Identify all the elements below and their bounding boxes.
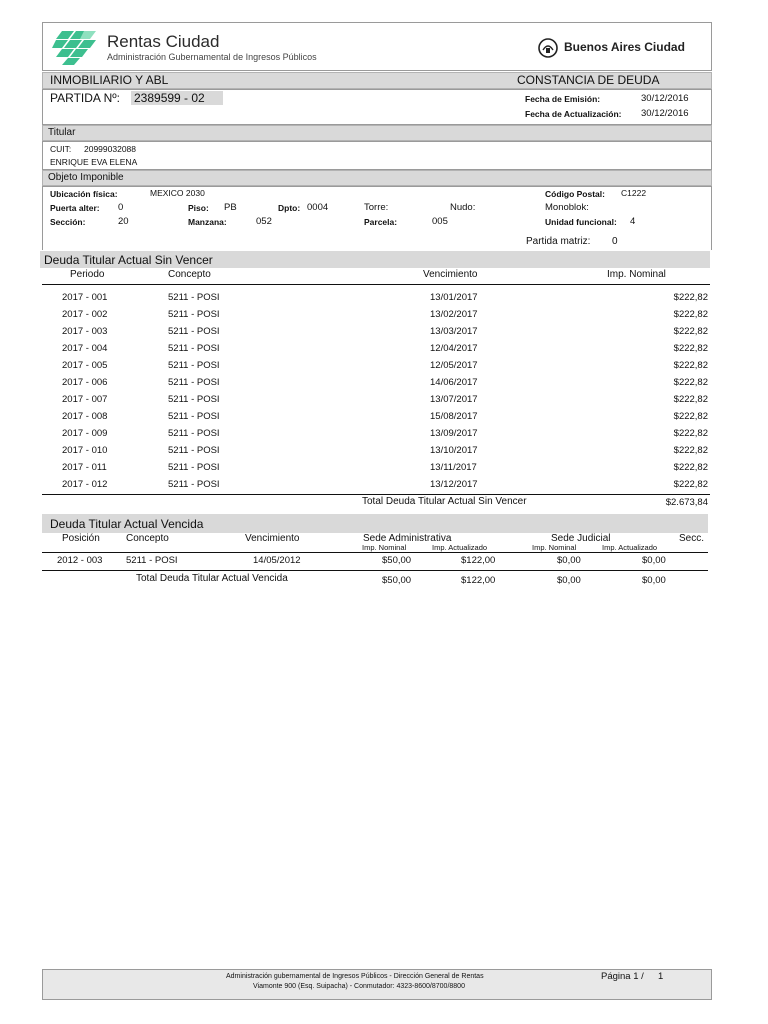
vencida-total-label: Total Deuda Titular Actual Vencida xyxy=(136,573,288,584)
piso-label: Piso: xyxy=(188,203,209,213)
row-imp-nominal: $222,82 xyxy=(673,462,708,473)
sin-vencer-total: $2.673,84 xyxy=(665,497,708,508)
codigo-postal-value: C1222 xyxy=(621,188,647,198)
fecha-actualizacion-label: Fecha de Actualización: xyxy=(525,109,622,119)
partida-label: PARTIDA Nº: xyxy=(50,91,120,105)
row-vencimiento: 13/02/2017 xyxy=(430,309,478,320)
ubicacion-value: MEXICO 2030 xyxy=(150,188,205,198)
vencida-jud-nominal: $0,00 xyxy=(557,555,581,566)
fecha-actualizacion: 30/12/2016 xyxy=(641,108,689,119)
row-periodo: 2017 - 010 xyxy=(62,445,108,456)
row-periodo: 2017 - 003 xyxy=(62,326,108,337)
row-concepto: 5211 - POSI xyxy=(168,462,220,473)
row-periodo: 2017 - 004 xyxy=(62,343,108,354)
row-vencimiento: 12/04/2017 xyxy=(430,343,478,354)
unidad-value: 4 xyxy=(630,216,636,227)
puerta-label: Puerta alter: xyxy=(50,203,100,213)
row-concepto: 5211 - POSI xyxy=(168,479,220,490)
seccion-label: Sección: xyxy=(50,217,86,227)
col-secc: Secc. xyxy=(679,533,705,544)
vencida-total-divider xyxy=(42,570,708,571)
row-vencimiento: 12/05/2017 xyxy=(430,360,478,371)
adm-imp-nominal-label: Imp. Nominal xyxy=(362,543,407,552)
page-total: 1 xyxy=(658,971,664,982)
partida-matriz-label: Partida matriz: xyxy=(526,236,591,247)
vencida-total-jud-actualizado: $0,00 xyxy=(642,575,666,586)
row-concepto: 5211 - POSI xyxy=(168,326,220,337)
row-concepto: 5211 - POSI xyxy=(168,394,220,405)
row-periodo: 2017 - 001 xyxy=(62,292,108,303)
row-vencimiento: 13/03/2017 xyxy=(430,326,478,337)
footer-line-2: Viamonte 900 (Esq. Suipacha) - Conmutador: 4323-8600/8700/8800 xyxy=(253,983,465,990)
vencida-vencimiento: 14/05/2012 xyxy=(253,555,301,566)
row-concepto: 5211 - POSI xyxy=(168,292,220,303)
dpto-label: Dpto: xyxy=(278,203,301,213)
row-vencimiento: 13/12/2017 xyxy=(430,479,478,490)
objeto-bar xyxy=(42,170,712,186)
vencida-header-divider xyxy=(42,552,708,553)
col-concepto-vencida: Concepto xyxy=(126,533,169,544)
piso-value: PB xyxy=(224,202,237,213)
row-concepto: 5211 - POSI xyxy=(168,343,220,354)
brand-subtitle: Administración Gubernamental de Ingresos Públicos xyxy=(107,52,317,62)
sin-vencer-total-label: Total Deuda Titular Actual Sin Vencer xyxy=(362,496,527,507)
row-imp-nominal: $222,82 xyxy=(673,360,708,371)
cuit-label: CUIT: xyxy=(50,144,72,154)
row-periodo: 2017 - 009 xyxy=(62,428,108,439)
col-concepto: Concepto xyxy=(168,269,211,280)
vencida-jud-actualizado: $0,00 xyxy=(642,555,666,566)
row-imp-nominal: $222,82 xyxy=(673,394,708,405)
vencida-concepto: 5211 - POSI xyxy=(126,555,178,566)
fecha-emision-label: Fecha de Emisión: xyxy=(525,94,601,104)
row-vencimiento: 14/06/2017 xyxy=(430,377,478,388)
titular-frame xyxy=(42,141,712,170)
seccion-value: 20 xyxy=(118,216,129,227)
jud-imp-actualizado-label: Imp. Actualizado xyxy=(602,543,658,552)
doc-type: CONSTANCIA DE DEUDA xyxy=(517,73,660,87)
vencida-posicion: 2012 - 003 xyxy=(57,555,103,566)
manzana-label: Manzana: xyxy=(188,217,227,227)
row-concepto: 5211 - POSI xyxy=(168,360,220,371)
row-imp-nominal: $222,82 xyxy=(673,411,708,422)
page-label: Página 1 / xyxy=(601,971,644,982)
dpto-value: 0004 xyxy=(307,202,329,213)
row-imp-nominal: $222,82 xyxy=(673,309,708,320)
row-imp-nominal: $222,82 xyxy=(673,343,708,354)
row-vencimiento: 13/01/2017 xyxy=(430,292,478,303)
row-periodo: 2017 - 002 xyxy=(62,309,108,320)
row-concepto: 5211 - POSI xyxy=(168,428,220,439)
titular-name: ENRIQUE EVA ELENA xyxy=(50,157,138,167)
city-name: Buenos Aires Ciudad xyxy=(564,40,685,54)
row-imp-nominal: $222,82 xyxy=(673,445,708,456)
unidad-label: Unidad funcional: xyxy=(545,217,617,227)
parcela-value: 005 xyxy=(432,216,448,227)
footer-line-1: Administración gubernamental de Ingresos Públicos - Dirección General de Rentas xyxy=(226,973,484,980)
header-divider xyxy=(42,284,710,285)
col-vencimiento-vencida: Vencimiento xyxy=(245,533,300,544)
row-concepto: 5211 - POSI xyxy=(168,309,220,320)
row-concepto: 5211 - POSI xyxy=(168,445,220,456)
objeto-section-label: Objeto Imponible xyxy=(48,172,124,183)
col-periodo: Periodo xyxy=(70,269,105,280)
partida-value: 2389599 - 02 xyxy=(131,91,223,105)
row-imp-nominal: $222,82 xyxy=(673,428,708,439)
nudo-label: Nudo: xyxy=(450,202,476,213)
rentas-logo-icon xyxy=(52,31,96,65)
city-crest-icon xyxy=(538,37,558,59)
titular-bar xyxy=(42,125,712,141)
fecha-emision: 30/12/2016 xyxy=(641,93,689,104)
vencida-total-adm-nominal: $50,00 xyxy=(382,575,412,586)
col-vencimiento: Vencimiento xyxy=(423,269,478,280)
row-concepto: 5211 - POSI xyxy=(168,377,220,388)
cuit-value: 20999032088 xyxy=(84,144,137,154)
vencida-total-jud-nominal: $0,00 xyxy=(557,575,581,586)
row-vencimiento: 13/11/2017 xyxy=(430,462,477,473)
torre-label: Torre: xyxy=(364,202,389,213)
partida-matriz-value: 0 xyxy=(612,236,618,247)
row-imp-nominal: $222,82 xyxy=(673,292,708,303)
vencida-title: Deuda Titular Actual Vencida xyxy=(50,517,204,531)
parcela-label: Parcela: xyxy=(364,217,398,227)
row-imp-nominal: $222,82 xyxy=(673,377,708,388)
row-concepto: 5211 - POSI xyxy=(168,411,220,422)
row-vencimiento: 15/08/2017 xyxy=(430,411,478,422)
adm-imp-actualizado-label: Imp. Actualizado xyxy=(432,543,488,552)
manzana-value: 052 xyxy=(256,216,272,227)
row-imp-nominal: $222,82 xyxy=(673,479,708,490)
col-sede-judicial: Sede Judicial xyxy=(551,533,611,544)
row-imp-nominal: $222,82 xyxy=(673,326,708,337)
col-posicion: Posición xyxy=(62,533,100,544)
row-vencimiento: 13/09/2017 xyxy=(430,428,478,439)
row-periodo: 2017 - 012 xyxy=(62,479,108,490)
total-divider xyxy=(42,494,710,495)
row-periodo: 2017 - 011 xyxy=(62,462,107,473)
col-sede-administrativa: Sede Administrativa xyxy=(363,533,452,544)
monoblok-label: Monoblok: xyxy=(545,202,589,213)
row-periodo: 2017 - 008 xyxy=(62,411,108,422)
brand-title: Rentas Ciudad xyxy=(107,32,220,51)
titular-section-label: Titular xyxy=(48,127,76,138)
row-periodo: 2017 - 007 xyxy=(62,394,108,405)
row-vencimiento: 13/10/2017 xyxy=(430,445,478,456)
row-periodo: 2017 - 006 xyxy=(62,377,108,388)
vencida-adm-actualizado: $122,00 xyxy=(461,555,496,566)
row-periodo: 2017 - 005 xyxy=(62,360,108,371)
codigo-postal-label: Código Postal: xyxy=(545,189,605,199)
row-vencimiento: 13/07/2017 xyxy=(430,394,478,405)
vencida-adm-nominal: $50,00 xyxy=(382,555,412,566)
vencida-total-adm-actualizado: $122,00 xyxy=(461,575,496,586)
puerta-value: 0 xyxy=(118,202,124,213)
col-imp-nominal: Imp. Nominal xyxy=(607,269,666,280)
jud-imp-nominal-label: Imp. Nominal xyxy=(532,543,577,552)
doc-category: INMOBILIARIO Y ABL xyxy=(50,73,169,87)
ubicacion-label: Ubicación física: xyxy=(50,189,118,199)
sin-vencer-title: Deuda Titular Actual Sin Vencer xyxy=(44,253,213,267)
